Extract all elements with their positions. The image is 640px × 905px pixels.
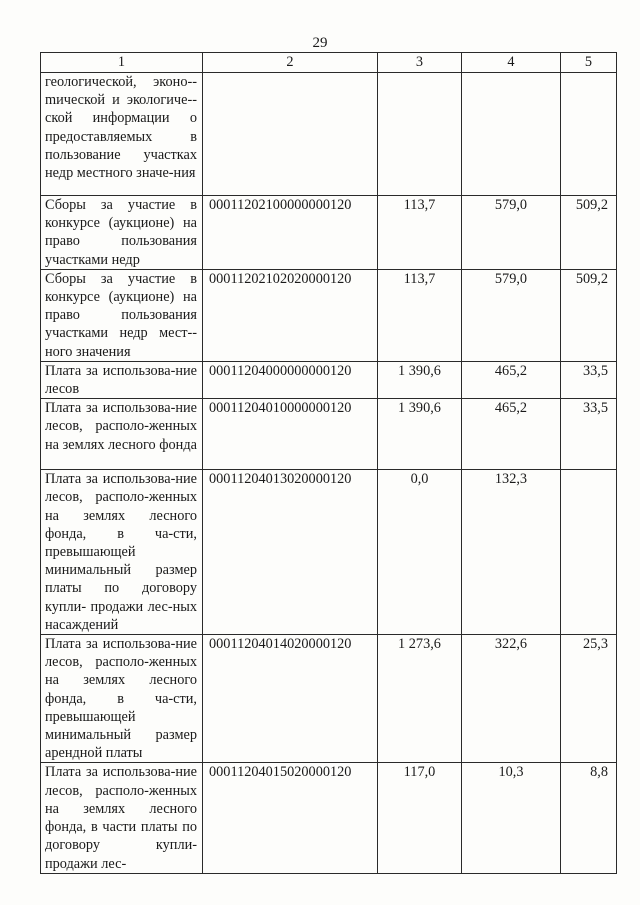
row-value-5: 509,2 xyxy=(561,269,617,361)
column-header-3: 3 xyxy=(378,53,462,73)
row-code: 00011202102020000120 xyxy=(203,269,378,361)
column-header-4: 4 xyxy=(462,53,561,73)
row-value-3 xyxy=(378,73,462,196)
table-row xyxy=(41,470,617,635)
row-value-5: 509,2 xyxy=(561,196,617,270)
row-value-3: 117,0 xyxy=(378,763,462,873)
row-name: Сборы за участие в конкурсе (аукционе) на право пользования участками недр мест-ного значения xyxy=(41,269,203,361)
row-value-4 xyxy=(462,73,561,196)
column-header-5: 5 xyxy=(561,53,617,73)
table-row xyxy=(41,269,617,361)
table-row xyxy=(41,73,617,196)
row-value-5: 33,5 xyxy=(561,361,617,398)
table-row xyxy=(41,196,617,270)
table-body xyxy=(41,73,617,874)
table-header-row xyxy=(41,53,617,73)
row-value-5: 33,5 xyxy=(561,399,617,470)
row-value-3: 0,0 xyxy=(378,470,462,635)
row-value-4: 465,2 xyxy=(462,361,561,398)
row-value-4: 579,0 xyxy=(462,196,561,270)
row-code: 00011202100000000120 xyxy=(203,196,378,270)
row-value-3: 1 390,6 xyxy=(378,399,462,470)
row-value-4: 322,6 xyxy=(462,635,561,763)
page-number: 29 xyxy=(312,35,328,51)
row-value-4: 132,3 xyxy=(462,470,561,635)
row-value-3: 1 390,6 xyxy=(378,361,462,398)
column-header-2: 2 xyxy=(203,53,378,73)
row-name: Плата за использова-ние лесов, располо-женных на землях лесного фонда, в ча-сти, превышающей минимальный размер платы по договору купли- продажи лес-ных насаждений xyxy=(41,470,203,635)
row-name: Плата за использова-ние лесов xyxy=(41,361,203,398)
row-value-3: 113,7 xyxy=(378,196,462,270)
row-code xyxy=(203,73,378,196)
row-value-3: 113,7 xyxy=(378,269,462,361)
row-code: 00011204010000000120 xyxy=(203,399,378,470)
row-code: 00011204015020000120 xyxy=(203,763,378,873)
table-row xyxy=(41,763,617,873)
table-row xyxy=(41,361,617,398)
row-value-3: 1 273,6 xyxy=(378,635,462,763)
row-value-5: 25,3 xyxy=(561,635,617,763)
row-value-4: 579,0 xyxy=(462,269,561,361)
table-row xyxy=(41,635,617,763)
row-name: Плата за использова-ние лесов, располо-женных на землях лесного фонда, в части платы по договору купли-продажи лес- xyxy=(41,763,203,873)
column-header-1: 1 xyxy=(41,53,203,73)
row-name: геологической, эконо-mической и экологиче-ской информации о предоставляемых в пользование участках недр местного значе-ния xyxy=(41,73,203,196)
row-value-4: 465,2 xyxy=(462,399,561,470)
row-value-5 xyxy=(561,73,617,196)
row-value-4: 10,3 xyxy=(462,763,561,873)
revenue-table xyxy=(40,52,617,874)
row-name: Сборы за участие в конкурсе (аукционе) на право пользования участками недр xyxy=(41,196,203,270)
row-name: Плата за использова-ние лесов, располо-женных на землях лесного фонда, в ча-сти, превышающей минимальный размер арендной платы xyxy=(41,635,203,763)
row-code: 00011204013020000120 xyxy=(203,470,378,635)
row-code: 00011204000000000120 xyxy=(203,361,378,398)
row-name: Плата за использова-ние лесов, располо-женных на землях лесного фонда xyxy=(41,399,203,470)
row-code: 00011204014020000120 xyxy=(203,635,378,763)
table-row xyxy=(41,399,617,470)
row-value-5: 8,8 xyxy=(561,763,617,873)
row-value-5 xyxy=(561,470,617,635)
